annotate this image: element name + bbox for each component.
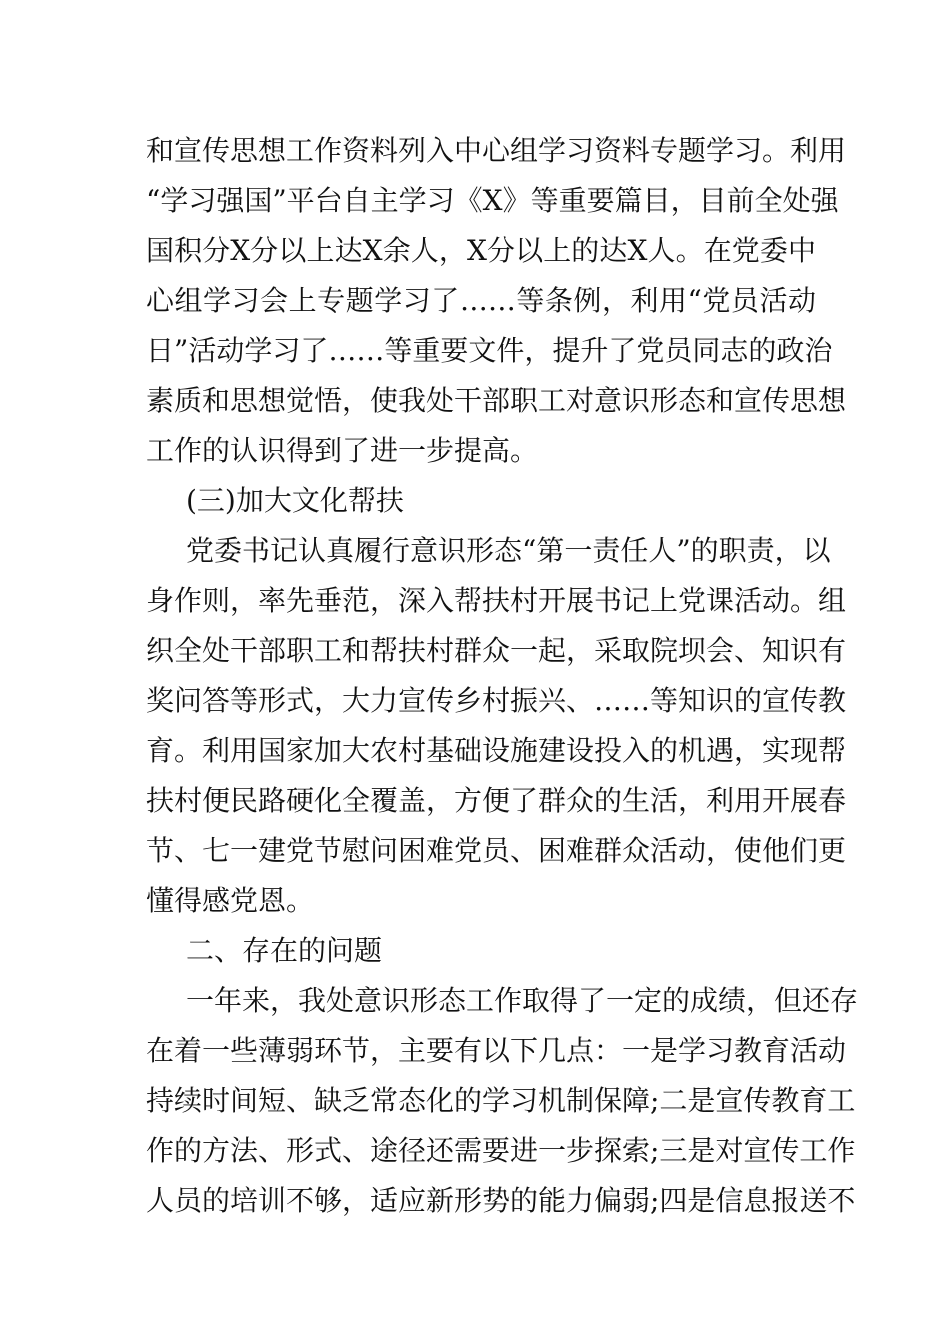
text-line: “学习强国”平台自主学习《X》等重要篇目，目前全处强 <box>146 184 839 217</box>
section-heading: (三)加大文化帮扶 <box>186 484 404 517</box>
text-line: 人员的培训不够，适应新形势的能力偏弱;四是信息报送不 <box>146 1184 856 1217</box>
text-line: 一年来，我处意识形态工作取得了一定的成绩，但还存 <box>186 984 859 1017</box>
text-line: 国积分X分以上达X余人，X分以上的达X人。在党委中 <box>146 234 816 267</box>
text-line: 奖问答等形式，大力宣传乡村振兴、……等知识的宣传教 <box>146 684 847 717</box>
text-line: 在着一些薄弱环节，主要有以下几点：一是学习教育活动 <box>146 1034 847 1067</box>
text-line: 和宣传思想工作资料列入中心组学习资料专题学习。利用 <box>146 134 847 167</box>
text-line: 素质和思想觉悟，使我处干部职工对意识形态和宣传思想 <box>146 384 847 417</box>
text-line: 懂得感党恩。 <box>146 884 315 917</box>
text-line: 织全处干部职工和帮扶村群众一起，采取院坝会、知识有 <box>146 634 847 667</box>
text-line: 扶村便民路硬化全覆盖，方便了群众的生活，利用开展春 <box>146 784 847 817</box>
text-line: 作的方法、形式、途径还需要进一步探索;三是对宣传工作 <box>146 1134 856 1167</box>
text-line: 节、七一建党节慰问困难党员、困难群众活动，使他们更 <box>146 834 847 867</box>
text-line: 工作的认识得到了进一步提高。 <box>146 434 539 467</box>
text-line: 身作则，率先垂范，深入帮扶村开展书记上党课活动。组 <box>146 584 847 617</box>
text-line: 心组学习会上专题学习了……等条例，利用“党员活动 <box>146 284 816 317</box>
text-line: 日”活动学习了……等重要文件，提升了党员同志的政治 <box>146 334 833 367</box>
section-heading: 二、存在的问题 <box>186 934 383 967</box>
text-line: 育。利用国家加大农村基础设施建设投入的机遇，实现帮 <box>146 734 847 767</box>
text-line: 持续时间短、缺乏常态化的学习机制保障;二是宣传教育工 <box>146 1084 856 1117</box>
text-line: 党委书记认真履行意识形态“第一责任人”的职责，以 <box>186 534 831 567</box>
